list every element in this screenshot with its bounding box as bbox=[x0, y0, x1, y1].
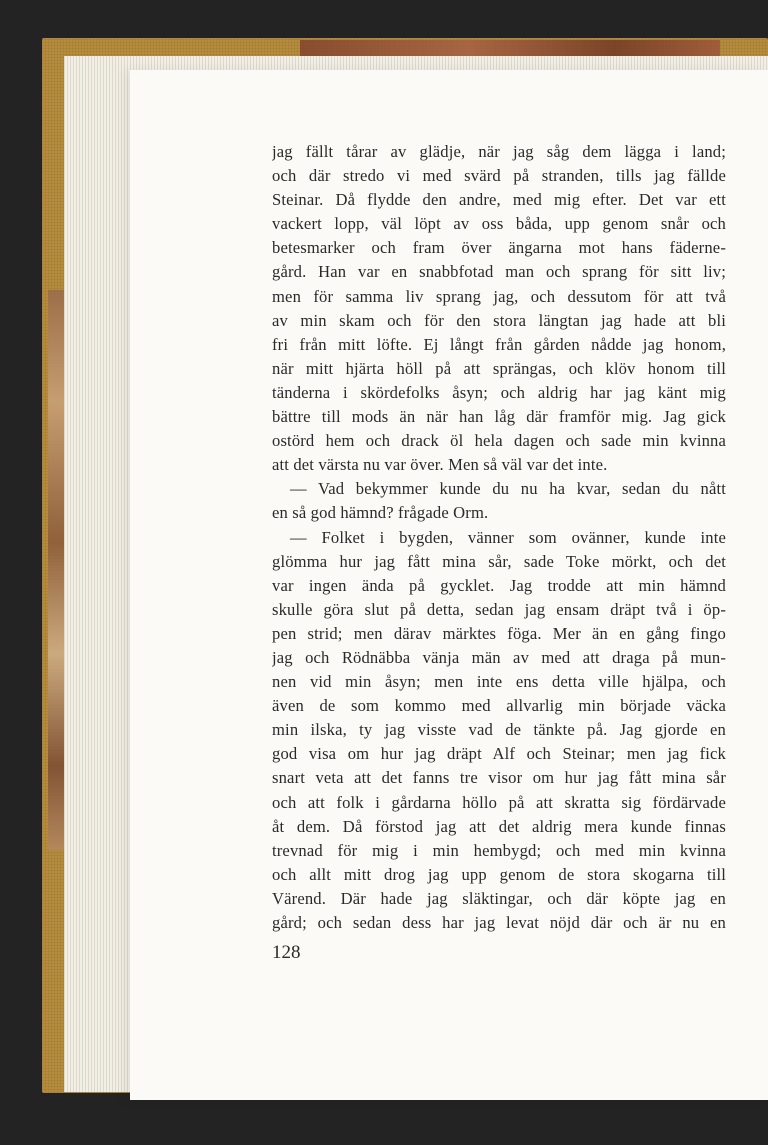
text-line: — Folket i bygden, vänner som ovänner, kunde inte bbox=[290, 527, 726, 547]
text-line: gård; och sedan dess har jag levat nöjd där och är nu en bbox=[272, 913, 726, 932]
text-line: och att folk i gårdarna höllo på att skratta sig fördärvade bbox=[272, 792, 726, 812]
text-line: pen strid; men därav märktes föga. Mer än en gång fingo bbox=[272, 623, 726, 643]
text-line: — Vad bekymmer kunde du nu ha kvar, sedan du nått bbox=[290, 479, 726, 499]
text-line: fri från mitt löfte. Ej långt från gården nådde jag honom, bbox=[272, 334, 726, 354]
text-line: nen vid min åsyn; men inte ens detta ville hjälpa, och bbox=[272, 672, 726, 692]
text-line: skulle göra slut på detta, sedan jag ensam dräpt två i öp- bbox=[272, 599, 726, 619]
text-line: en så god hämnd? frågade Orm. bbox=[272, 503, 489, 523]
text-line: ostörd hem och drack öl hela dagen och sade min kvinna bbox=[272, 431, 726, 451]
text-line: god visa om hur jag dräpt Alf och Steinar; men jag fick bbox=[272, 744, 726, 764]
text-line: jag och Rödnäbba vänja män av med att draga på mun- bbox=[272, 647, 726, 667]
text-line: att det värsta nu var över. Men så väl var det inte. bbox=[272, 455, 608, 475]
text-line: Steinar. Då flydde den andre, med mig efter. Det var ett bbox=[272, 190, 726, 210]
text-line: åt dem. Då förstod jag att det aldrig mera kunde finnas bbox=[272, 816, 726, 836]
body-text bbox=[272, 140, 726, 935]
page-number: 128 bbox=[272, 942, 301, 963]
text-line: Värend. Där hade jag släktingar, och där köpte jag en bbox=[272, 888, 726, 908]
text-line: betesmarker och fram över ängarna mot hans fäderne- bbox=[272, 238, 726, 258]
text-line: även de som kommo med allvarlig min började väcka bbox=[272, 696, 726, 716]
text-line: bättre till mods än när han låg där framför mig. Jag gick bbox=[272, 407, 726, 427]
text-line: men för samma liv sprang jag, och dessutom för att två bbox=[272, 286, 726, 306]
text-line: gård. Han var en snabbfotad man och sprang för sitt liv; bbox=[272, 262, 726, 282]
text-line: av min skam och för den stora längtan jag hade att bli bbox=[272, 310, 726, 330]
text-line: trevnad för mig i min hembygd; och med min kvinna bbox=[272, 840, 726, 860]
text-line: och allt mitt drog jag upp genom de stora skogarna till bbox=[272, 864, 726, 884]
text-line: var ingen ända på gycklet. Jag trodde att min hämnd bbox=[272, 575, 726, 595]
text-line: när mitt hjärta höll på att sprängas, och klöv honom till bbox=[272, 358, 726, 378]
text-line: glömma hur jag fått mina sår, sade Toke mörkt, och det bbox=[272, 551, 726, 571]
text-line: min ilska, ty jag visste vad de tänkte på. Jag gjorde en bbox=[272, 720, 726, 740]
text-line: och där stredo vi med svärd på stranden, tills jag fällde bbox=[272, 166, 726, 186]
text-line: tänderna i skördefolks åsyn; och aldrig har jag känt mig bbox=[272, 382, 726, 402]
text-line: jag fällt tårar av glädje, när jag såg dem lägga i land; bbox=[272, 142, 726, 161]
text-line: snart veta att det fanns tre visor om hur jag fått mina sår bbox=[272, 768, 726, 788]
text-line: vackert lopp, väl löpt av oss båda, upp genom snår och bbox=[272, 214, 726, 234]
